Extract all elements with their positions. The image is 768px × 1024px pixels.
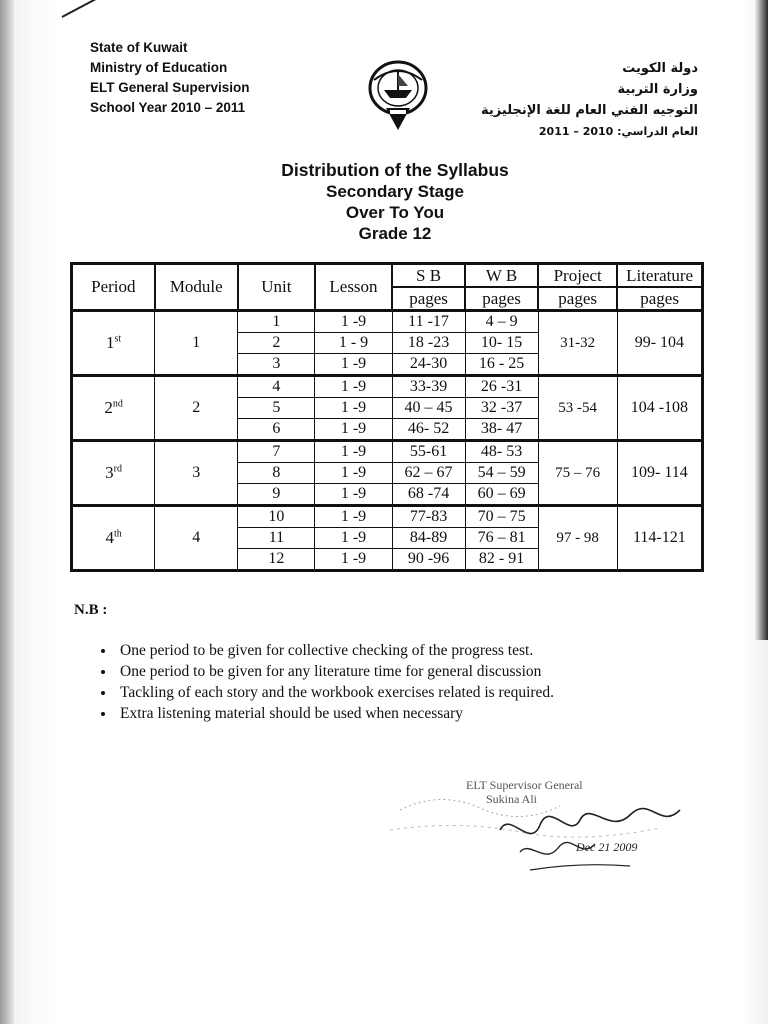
wb-cell: 54 – 59	[465, 463, 538, 484]
sb-cell: 77-83	[392, 506, 465, 528]
header-wb-pages: pages	[465, 287, 538, 311]
unit-cell: 4	[238, 376, 315, 398]
sb-cell: 55-61	[392, 441, 465, 463]
header-sb: S B	[392, 264, 465, 288]
lesson-cell: 1 -9	[315, 376, 392, 398]
notes-list	[96, 640, 554, 724]
kuwait-emblem-icon	[364, 58, 432, 134]
table-row	[72, 441, 703, 463]
header-module: Module	[155, 264, 238, 311]
unit-cell: 2	[238, 333, 315, 354]
sb-cell: 33-39	[392, 376, 465, 398]
sb-cell: 62 – 67	[392, 463, 465, 484]
signature-name: Sukina Ali	[486, 792, 538, 806]
sb-cell: 68 -74	[392, 484, 465, 506]
lesson-cell: 1 -9	[315, 528, 392, 549]
list-item: • One period to be given for any literature time for general discussion	[116, 661, 554, 682]
list-item: • Extra listening material should be used when necessary	[116, 703, 554, 724]
lesson-cell: 1 -9	[315, 311, 392, 333]
scan-right-shadow	[754, 0, 768, 640]
lesson-cell: 1 -9	[315, 549, 392, 571]
header-right-arabic	[481, 58, 698, 142]
lesson-cell: 1 -9	[315, 484, 392, 506]
list-item: • Tackling of each story and the workbook exercises related is required.	[116, 682, 554, 703]
sb-cell: 24-30	[392, 354, 465, 376]
lesson-cell: 1 -9	[315, 419, 392, 441]
unit-cell: 11	[238, 528, 315, 549]
header-ministry: Ministry of Education	[90, 60, 228, 75]
table-row	[72, 376, 703, 398]
literature-cell: 114-121	[617, 506, 702, 571]
header-project: Project	[538, 264, 617, 288]
pen-mark	[62, 0, 109, 18]
table-row	[72, 506, 703, 528]
literature-cell: 104 -108	[617, 376, 702, 441]
project-cell: 97 - 98	[538, 506, 617, 571]
syllabus-table	[70, 262, 704, 572]
lesson-cell: 1 -9	[315, 354, 392, 376]
header-lesson: Lesson	[315, 264, 392, 311]
table-row	[72, 311, 703, 333]
title-line-2: Secondary Stage	[326, 182, 464, 201]
literature-cell: 99- 104	[617, 311, 702, 376]
sb-cell: 90 -96	[392, 549, 465, 571]
lesson-cell: 1 -9	[315, 398, 392, 419]
lesson-cell: 1 -9	[315, 506, 392, 528]
wb-cell: 76 – 81	[465, 528, 538, 549]
unit-cell: 10	[238, 506, 315, 528]
header-literature: Literature	[617, 264, 702, 288]
wb-cell: 32 -37	[465, 398, 538, 419]
project-cell: 53 -54	[538, 376, 617, 441]
lesson-cell: 1 -9	[315, 441, 392, 463]
header-arabic-ministry: وزارة التربية	[617, 82, 698, 97]
sb-cell: 40 – 45	[392, 398, 465, 419]
header-arabic-state: دولة الكويت	[622, 61, 698, 76]
header-literature-pages: pages	[617, 287, 702, 311]
wb-cell: 26 -31	[465, 376, 538, 398]
header-left	[90, 38, 250, 118]
wb-cell: 82 - 91	[465, 549, 538, 571]
sb-cell: 46- 52	[392, 419, 465, 441]
sb-cell: 11 -17	[392, 311, 465, 333]
scan-left-shadow	[0, 0, 14, 1024]
unit-cell: 1	[238, 311, 315, 333]
period-cell: 2nd	[72, 376, 155, 441]
unit-cell: 7	[238, 441, 315, 463]
header-period: Period	[72, 264, 155, 311]
unit-cell: 3	[238, 354, 315, 376]
module-cell: 1	[155, 311, 238, 376]
header-sb-pages: pages	[392, 287, 465, 311]
period-cell: 1st	[72, 311, 155, 376]
unit-cell: 5	[238, 398, 315, 419]
unit-cell: 9	[238, 484, 315, 506]
wb-cell: 10- 15	[465, 333, 538, 354]
header-school-year: School Year 2010 – 2011	[90, 100, 246, 115]
signature-title: ELT Supervisor General	[466, 778, 583, 792]
title-line-1: Distribution of the Syllabus	[281, 160, 509, 180]
sb-cell: 84-89	[392, 528, 465, 549]
project-cell: 75 – 76	[538, 441, 617, 506]
unit-cell: 8	[238, 463, 315, 484]
header-project-pages: pages	[538, 287, 617, 311]
list-item: • One period to be given for collective checking of the progress test.	[116, 640, 554, 661]
document-title	[220, 160, 570, 244]
module-cell: 3	[155, 441, 238, 506]
period-cell: 3rd	[72, 441, 155, 506]
wb-cell: 4 – 9	[465, 311, 538, 333]
wb-cell: 48- 53	[465, 441, 538, 463]
header-unit: Unit	[238, 264, 315, 311]
lesson-cell: 1 - 9	[315, 333, 392, 354]
header-arabic-school-year: العام الدراسي: 2010 – 2011	[538, 125, 698, 138]
header-supervision: ELT General Supervision	[90, 80, 250, 95]
module-cell: 4	[155, 506, 238, 571]
header-wb: W B	[465, 264, 538, 288]
literature-cell: 109- 114	[617, 441, 702, 506]
wb-cell: 38- 47	[465, 419, 538, 441]
unit-cell: 6	[238, 419, 315, 441]
signature-text	[466, 778, 637, 854]
wb-cell: 60 – 69	[465, 484, 538, 506]
title-line-4: Grade 12	[358, 224, 432, 243]
wb-cell: 16 - 25	[465, 354, 538, 376]
sb-cell: 18 -23	[392, 333, 465, 354]
header-arabic-supervision: التوجيه الفني العام للغة الإنجليزية	[481, 103, 698, 118]
unit-cell: 12	[238, 549, 315, 571]
module-cell: 2	[155, 376, 238, 441]
nb-label: N.B :	[74, 602, 108, 618]
wb-cell: 70 – 75	[465, 506, 538, 528]
title-line-3: Over To You	[345, 203, 445, 222]
header-state: State of Kuwait	[90, 40, 188, 55]
signature-date: Dec 21 2009	[576, 840, 638, 854]
period-cell: 4th	[72, 506, 155, 571]
project-cell: 31-32	[538, 311, 617, 376]
lesson-cell: 1 -9	[315, 463, 392, 484]
